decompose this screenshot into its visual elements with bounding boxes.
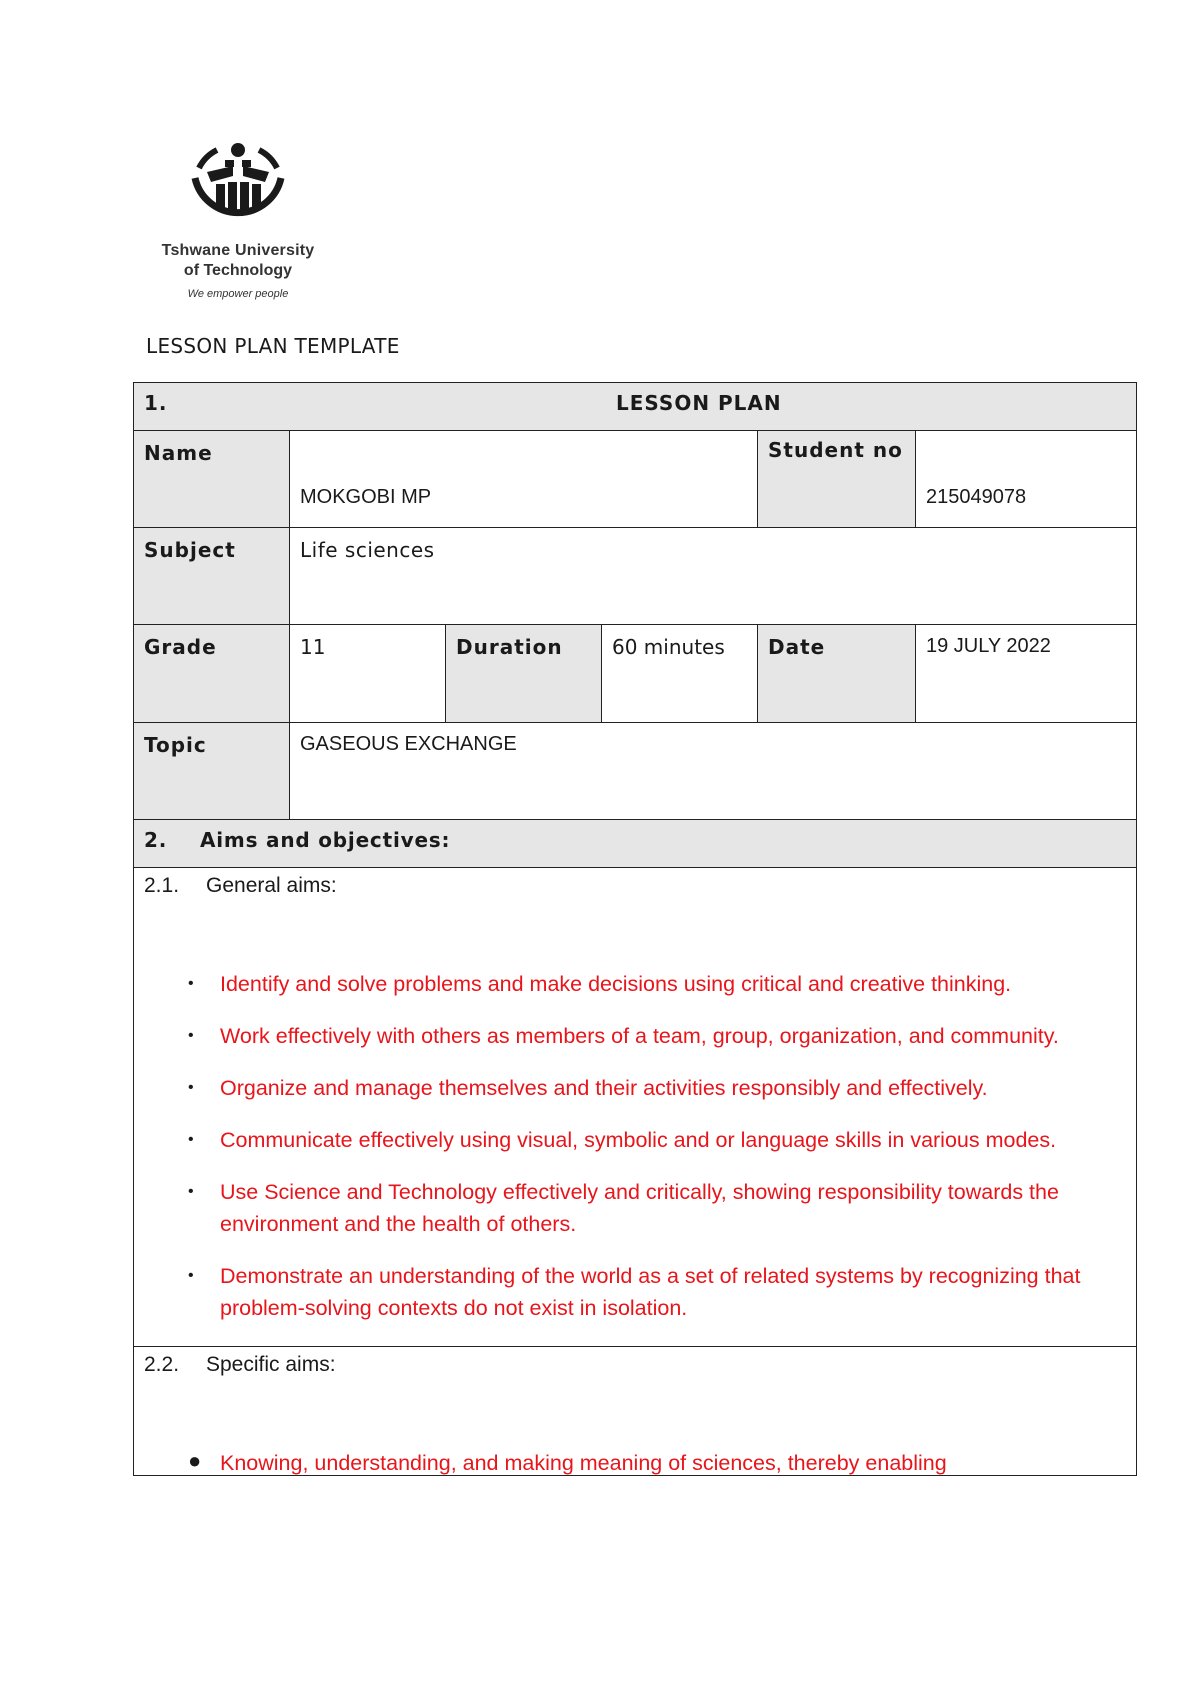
bullet-icon: •	[188, 1027, 194, 1044]
subject-value: Life sciences	[290, 528, 1137, 625]
bullet-icon: •	[188, 1267, 194, 1284]
list-item-text: Use Science and Technology effectively and critically, showing responsibility towards the environment and the health of others.	[220, 1180, 1059, 1236]
name-value-cell	[290, 431, 758, 528]
lesson-plan-header-row	[134, 383, 1137, 431]
university-logo	[143, 140, 333, 310]
bullet-icon: •	[188, 1079, 194, 1096]
list-item	[144, 1020, 1126, 1052]
university-emblem-icon	[181, 140, 295, 238]
topic-row	[134, 723, 1137, 820]
specific-aims-cell	[134, 1347, 1137, 1476]
aims-title: Aims and objectives:	[200, 828, 451, 852]
list-item-text: Communicate effectively using visual, symbolic and or language skills in various modes.	[220, 1128, 1057, 1152]
lesson-plan-table	[133, 382, 1137, 1476]
name-value: MOKGOBI MP	[300, 486, 432, 508]
section-title: LESSON PLAN	[616, 391, 782, 415]
aims-header	[134, 820, 1137, 868]
student-no-value: 215049078	[926, 486, 1027, 508]
logo-university-line2: of Technology	[183, 262, 293, 279]
specific-aims-heading	[144, 1353, 1126, 1377]
section-number: 1.	[144, 391, 168, 415]
general-aims-number: 2.1.	[144, 874, 180, 897]
aims-header-row	[134, 820, 1137, 868]
bullet-icon: ●	[188, 1448, 202, 1473]
topic-label: Topic	[134, 723, 290, 820]
list-item	[144, 1072, 1126, 1104]
logo-university-line1: Tshwane University	[161, 242, 315, 259]
general-aims-list	[144, 968, 1126, 1324]
list-item-text: Demonstrate an understanding of the world as a set of related systems by recognizing that problem-solving contexts do not exist in isolation.	[220, 1264, 1081, 1320]
student-no-value-cell	[916, 431, 1137, 528]
list-item-text: Knowing, understanding, and making meaning of sciences, thereby enabling	[220, 1451, 947, 1475]
list-item	[144, 1124, 1126, 1156]
bullet-icon: •	[188, 1183, 194, 1200]
list-item-text: Identify and solve problems and make decisions using critical and creative thinking.	[220, 972, 1012, 996]
date-label: Date	[758, 625, 916, 723]
topic-value: GASEOUS EXCHANGE	[290, 723, 1137, 820]
list-item-text: Work effectively with others as members of a team, group, organization, and community.	[220, 1024, 1059, 1048]
duration-label: Duration	[446, 625, 602, 723]
list-item	[144, 1447, 1126, 1475]
grade-value: 11	[290, 625, 446, 723]
grade-label: Grade	[134, 625, 290, 723]
subject-row	[134, 528, 1137, 625]
grade-row	[134, 625, 1137, 723]
general-aims-cell	[134, 868, 1137, 1347]
general-aims-heading	[144, 874, 1126, 898]
document-title: LESSON PLAN TEMPLATE	[146, 334, 400, 358]
list-item-text: Organize and manage themselves and their activities responsibly and effectively.	[220, 1076, 988, 1100]
bullet-icon: •	[188, 975, 194, 992]
subject-label: Subject	[134, 528, 290, 625]
bullet-icon: •	[188, 1131, 194, 1148]
general-aims-title: General aims:	[206, 874, 337, 897]
list-item	[144, 1260, 1126, 1324]
name-row	[134, 431, 1137, 528]
name-label: Name	[134, 431, 290, 528]
specific-aims-list	[144, 1447, 1126, 1475]
aims-number: 2.	[144, 828, 168, 852]
lesson-plan-header	[134, 383, 1137, 431]
specific-aims-title: Specific aims:	[206, 1353, 336, 1376]
specific-aims-row	[134, 1347, 1137, 1476]
duration-value: 60 minutes	[602, 625, 758, 723]
list-item	[144, 968, 1126, 1000]
list-item	[144, 1176, 1126, 1240]
logo-tagline: We empower people	[187, 288, 289, 300]
date-value: 19 JULY 2022	[916, 625, 1137, 723]
student-no-label: Student no	[758, 431, 916, 528]
specific-aims-number: 2.2.	[144, 1353, 180, 1376]
general-aims-row	[134, 868, 1137, 1347]
